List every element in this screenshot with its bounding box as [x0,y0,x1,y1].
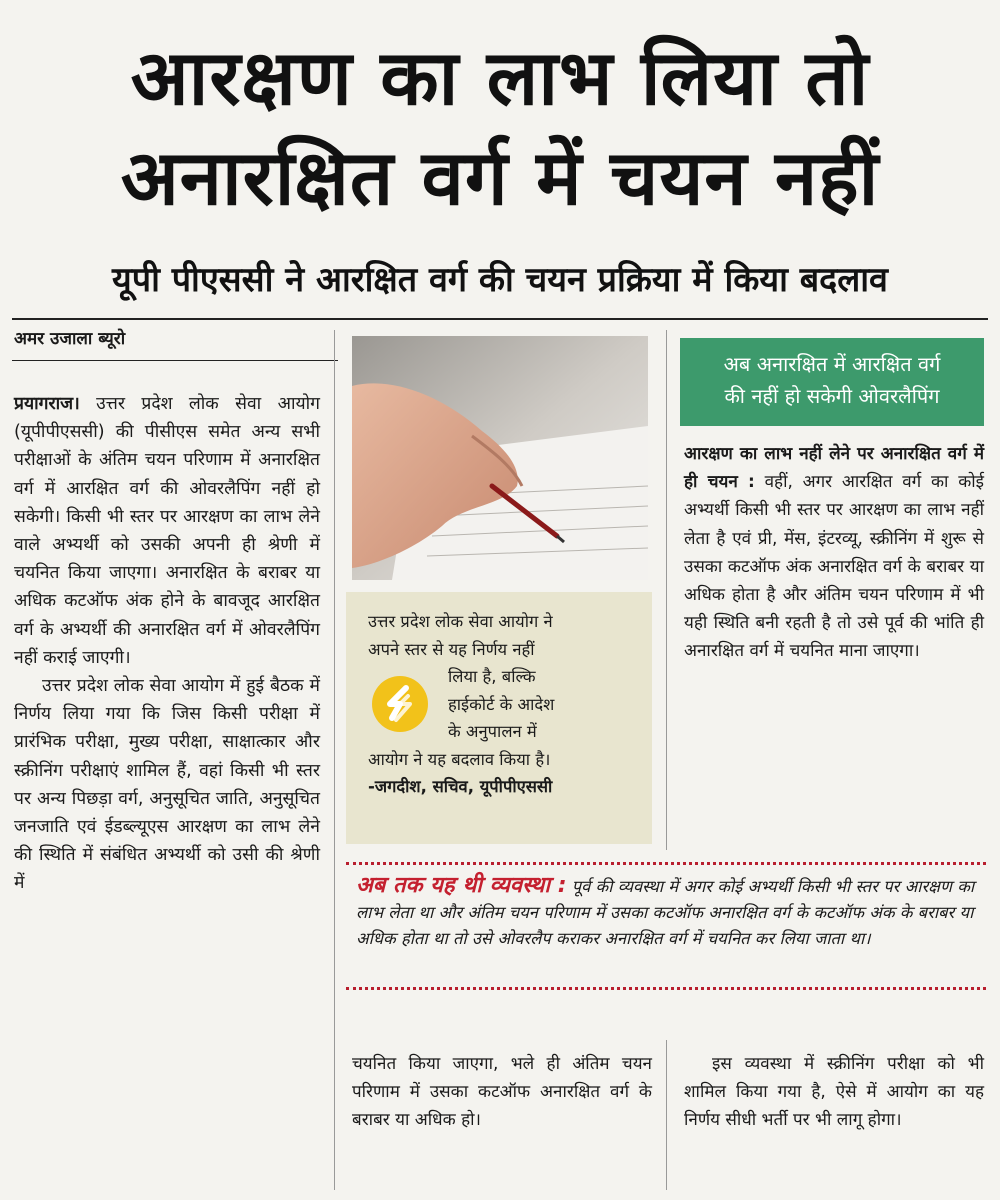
left-para-1 [14,390,320,672]
headline-line-2: अनारक्षित वर्ग में चयन नहीं [120,133,880,222]
quote-line-1: उत्तर प्रदेश लोक सेवा आयोग ने [368,612,553,631]
bottom-right-column [684,1050,984,1135]
sidebar-body: वहीं, अगर आरक्षित वर्ग का कोई अभ्यर्थी किसी भी स्तर पर आरक्षण का लाभ नहीं लेता है एवं प्री, मेंस, इंटरव्यू, स्क्रीनिंग में शुरू से उसका कटऑफ अंक अनारक्षित वर्ग के बराबर या अधिक होता है और अंतिम चयन परिणाम में भी यही स्थिति बनी रहती है तो उसे पूर्व की भांति ही अनारक्षित वर्ग में चयनित माना जाएगा। [684,472,985,662]
headline [0,28,1000,228]
bottom-middle-text: चयनित किया जाएगा, भले ही अंतिम चयन परिणाम में उसका कटऑफ अनारक्षित वर्ग के बराबर या अधिक हो। [352,1054,652,1131]
dateline: प्रयागराज। [14,394,80,414]
sidebar-heading-box [680,338,984,426]
headline-line-1: आरक्षण का लाभ लिया तो [130,33,870,122]
quote-line-4: हाईकोर्ट के आदेश [448,694,555,714]
exam-photo [352,336,648,580]
quote-line-3: लिया है, बल्कि [448,667,536,686]
column-divider-left [334,330,335,1190]
left-column [14,390,320,898]
old-system-title: अब तक यह थी व्यवस्था : [356,873,567,898]
sidebar-text [684,440,984,666]
byline-divider [12,360,338,361]
sidebar-paragraph [684,440,984,666]
bottom-right-text: इस व्यवस्था में स्क्रीनिंग परीक्षा को भी शामिल किया गया है, ऐसे में आयोग का यह निर्णय सीधी भर्ती पर भी लागू होगा। [684,1054,984,1131]
old-system-box [346,862,986,990]
byline: अमर उजाला ब्यूरो [14,329,126,349]
left-para-1-text: उत्तर प्रदेश लोक सेवा आयोग (यूपीपीएससी) की पीसीएस समेत अन्य सभी परीक्षाओं के अंतिम चयन परिणाम में अनारक्षित वर्ग में आरक्षित वर्ग की ओवरलैपिंग नहीं हो सकेगी। किसी भी स्तर पर आरक्षण का लाभ लेने वाले अभ्यर्थी को उसकी अपनी ही श्रेणी में चयनित किया जाएगा। अनारक्षित के बराबर या अधिक कटऑफ अंक होने के बावजूद आरक्षित वर्ग के अभ्यर्थी की अनारक्षित वर्ग में ओवरलैपिंग नहीं कराई जाएगी। [14,394,320,668]
top-divider [12,318,988,320]
quote-box [346,592,652,844]
sidebar-lead: आरक्षण का लाभ नहीं लेने पर अनारक्षित वर्ग में ही चयन : [684,444,984,493]
quote-line-6: आयोग ने यह बदलाव किया है। [368,749,551,769]
quote-line-2: अपने स्तर से यह निर्णय नहीं [368,639,535,659]
sidebar-heading-line-1: अब अनारक्षित में आरक्षित वर्ग [723,352,941,376]
column-divider-right [666,330,667,850]
sidebar-heading-line-2: की नहीं हो सकेगी ओवरलैपिंग [724,384,940,408]
amar-ujala-logo-icon [372,676,428,732]
bottom-middle-column [352,1050,652,1135]
quote-signature: -जगदीश, सचिव, यूपीपीएससी [368,777,553,796]
old-system-body: पूर्व की व्यवस्था में अगर कोई अभ्यर्थी किसी भी स्तर पर आरक्षण का लाभ लेता था और अंतिम चयन परिणाम में उसका कटऑफ अनारक्षित वर्ग के कटऑफ अंक के बराबर या अधिक होता था तो उसे ओवरलैप कराकर अनारक्षित वर्ग में चयनित कर लिया जाता था। [356,877,975,948]
column-divider-bottom [666,1040,667,1190]
quote-line-5: के अनुपालन में [448,722,537,741]
left-para-2: उत्तर प्रदेश लोक सेवा आयोग में हुई बैठक में निर्णय लिया गया कि जिस किसी परीक्षा में प्रारंभिक परीक्षा, मुख्य परीक्षा, साक्षात्कार और स्क्रीनिंग परीक्षाएं शामिल हैं, वहां किसी भी स्तर पर अन्य पिछड़ा वर्ग, अनुसूचित जाति, अनुसूचित जनजाति एवं ईडब्ल्यूएस आरक्षण का लाभ लेने की स्थिति में संबंधित अभ्यर्थी को उसी की श्रेणी में [14,676,320,894]
subheadline: यूपी पीएससी ने आरक्षित वर्ग की चयन प्रक्रिया में किया बदलाव [112,260,888,300]
